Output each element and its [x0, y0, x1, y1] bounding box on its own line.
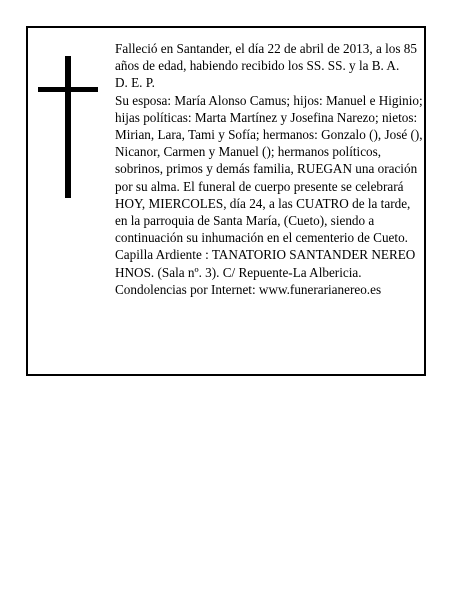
- cross-icon: [38, 56, 98, 198]
- obituary-notice: [26, 26, 426, 376]
- online-condolences: Condolencias por Internet: www.funerarianereo.es: [115, 281, 382, 297]
- obituary-text: [115, 40, 423, 298]
- cross-vertical-bar: [65, 56, 71, 198]
- cross-horizontal-bar: [38, 87, 98, 92]
- family-and-funeral-details: Su esposa: María Alonso Camus; hijos: Manuel e Higinio; hijas políticas: Marta Martínez y Josefina Narezo; nietos: Mirian, Lara, Tami y Sofía; hermanos: Gonzalo (), José (), Nicanor, Carmen y Manuel (); hermanos políticos, sobrinos, primos y demás familia, RUEGAN una oración por su alma. El funeral de cuerpo presente se celebrará HOY, MIERCOLES, día 24, a las CUATRO de la tarde, en la parroquia de Santa María, (Cueto), siendo a continuación su inhumación en el cementerio de Cueto. Capilla Ardiente : TANATORIO SANTANDER NEREO HNOS. (Sala nº. 3). C/ Repuente-La Albericia.: [115, 92, 423, 280]
- death-announcement: Falleció en Santander, el día 22 de abril de 2013, a los 85 años de edad, habiendo recibido los SS. SS. y la B. A.: [115, 41, 417, 74]
- rest-in-peace: D. E. P.: [115, 75, 155, 91]
